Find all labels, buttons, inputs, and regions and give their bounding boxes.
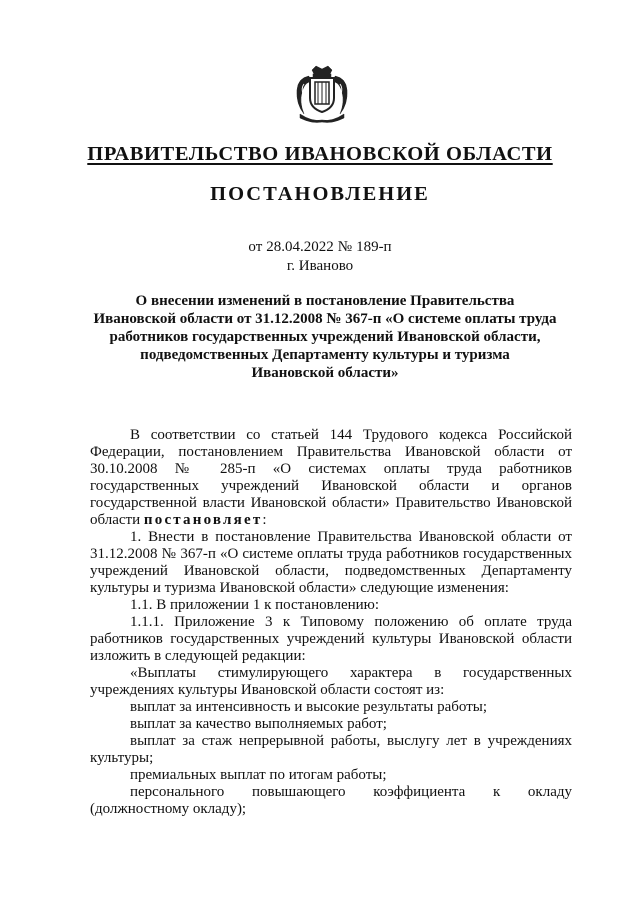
date-number-line <box>0 239 640 256</box>
document-date: 28.04.2022 <box>266 239 334 255</box>
organization-title: ПРАВИТЕЛЬСТВО ИВАНОВСКОЙ ОБЛАСТИ <box>87 143 553 165</box>
decree-punct: : <box>262 512 267 528</box>
title-line: подведомственных Департаменту культуры и туризма <box>140 347 510 363</box>
document-title <box>90 292 560 382</box>
title-line: работников государственных учреждений Ивановской области, <box>109 329 541 345</box>
title-line: Ивановской области от 31.12.2008 № 367-п «О системе оплаты труда <box>93 311 557 327</box>
coat-of-arms-emblem <box>294 64 350 124</box>
item-1-1-paragraph: 1.1. В приложении 1 к постановлению: <box>130 597 380 613</box>
intro-paragraph <box>90 427 572 529</box>
list-item: персонального повышающего коэффициента к окладу (должностному окладу); <box>90 784 572 817</box>
title-line: Ивановской области» <box>251 365 399 381</box>
document-body <box>90 427 572 818</box>
title-line: О внесении изменений в постановление Правительства <box>135 293 515 309</box>
number-sign: № <box>337 239 353 255</box>
decree-word: постановляет <box>143 512 263 528</box>
item-1-1-1-paragraph: 1.1.1. Приложение 3 к Типовому положению об оплате труда работников государственных учреждений культуры Ивановской области изложить в следующей редакции: <box>90 614 572 664</box>
intro-text: В соответствии со статьей 144 Трудового кодекса Российской Федерации, постановлением Правительства Ивановской области от 30.10.2008 № 285-п «О системах оплаты труда работников государственных учреждений Ивановской области и органов государственной власти Ивановской области» Правительство Ивановской области <box>90 427 572 528</box>
list-item: выплат за качество выполняемых работ; <box>130 716 387 732</box>
list-item: выплат за стаж непрерывной работы, выслугу лет в учреждениях культуры; <box>90 733 572 766</box>
list-item: выплат за интенсивность и высокие результаты работы; <box>130 699 487 715</box>
quote-start-paragraph: «Выплаты стимулирующего характера в государственных учреждениях культуры Ивановской области состоят из: <box>90 665 572 698</box>
date-prefix: от <box>248 239 263 255</box>
item-1-paragraph: 1. Внести в постановление Правительства Ивановской области от 31.12.2008 № 367-п «О системе оплаты труда работников государственных учреждений Ивановской области, подведомственных Департаменту культуры и туризма Ивановской области» следующие изменения: <box>90 529 572 596</box>
document-number: 189-п <box>356 239 392 255</box>
city-line: г. Иваново <box>286 258 354 274</box>
document-type: ПОСТАНОВЛЕНИЕ <box>210 183 430 205</box>
list-item: премиальных выплат по итогам работы; <box>130 767 387 783</box>
